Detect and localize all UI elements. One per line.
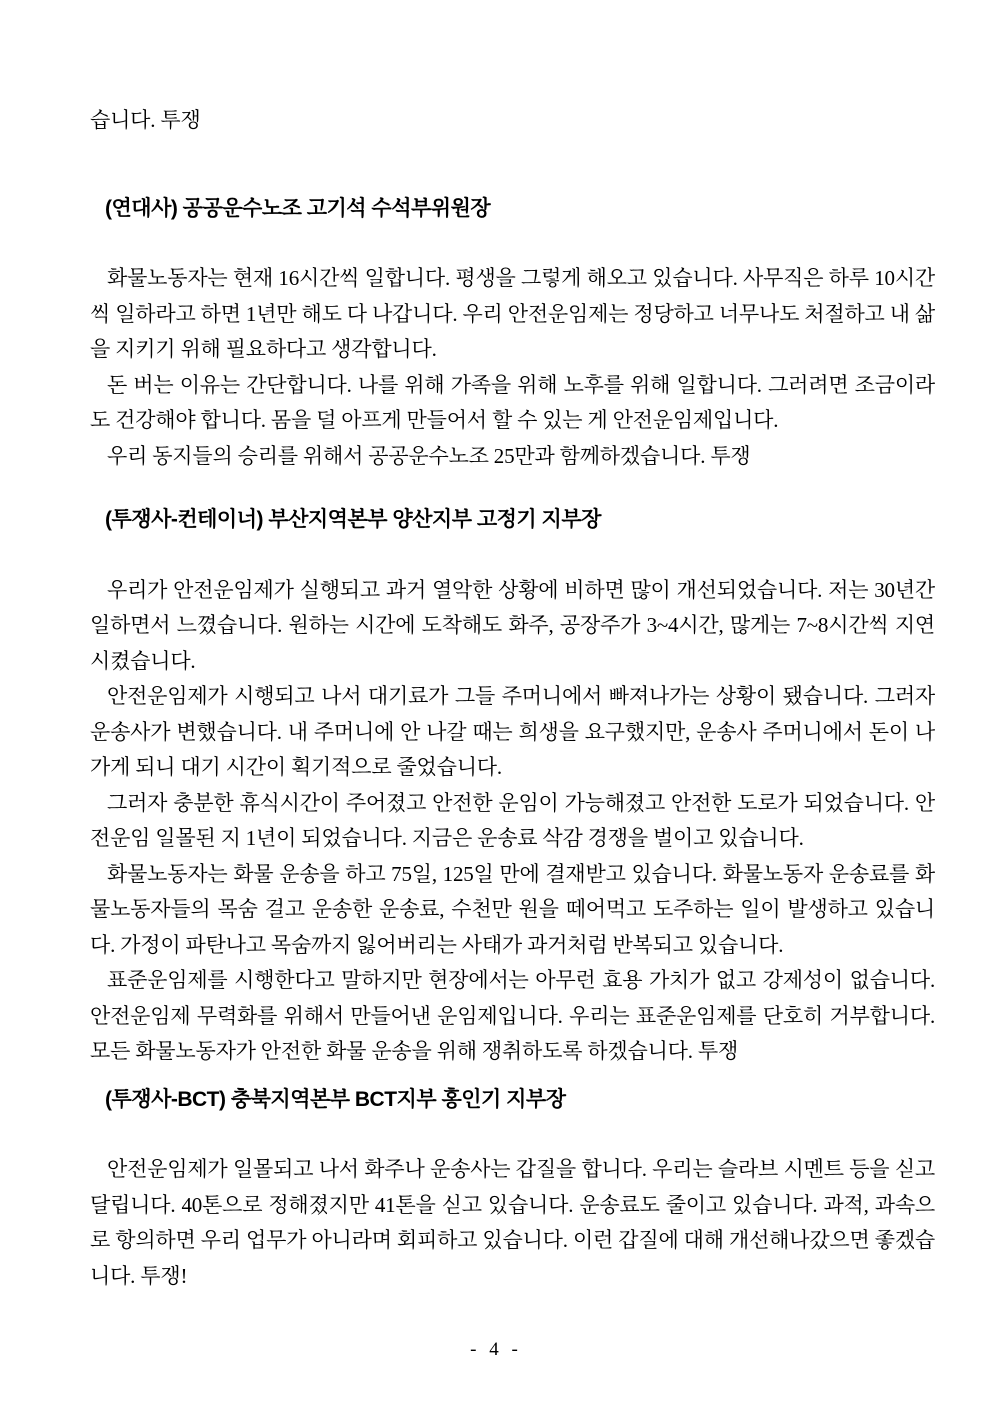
section-heading-container: (투쟁사-컨테이너) 부산지역본부 양산지부 고정기 지부장 xyxy=(105,508,601,531)
paragraph: 화물노동자는 화물 운송을 하고 75일, 125일 만에 결재받고 있습니다. 화물노동자 운송료를 화물노동자들의 목숨 걸고 운송한 운송료, 수천만 원을 떼어먹고 도주하는 일이 발생하고 있습니다. 가정이 파탄나고 목숨까지 잃어버리는 사태가 과거처럼 반복되고 있습니다. xyxy=(90,861,935,957)
paragraph: 우리 동지들의 승리를 위해서 공공운수노조 25만과 함께하겠습니다. 투쟁 xyxy=(107,443,751,468)
paragraph: 돈 버는 이유는 간단합니다. 나를 위해 가족을 위해 노후를 위해 일합니다. 그러려면 조금이라도 건강해야 합니다. 몸을 덜 아프게 만들어서 할 수 있는 게 안전운임제입니다. xyxy=(90,372,935,432)
paragraph: 우리가 안전운임제가 실행되고 과거 열악한 상황에 비하면 많이 개선되었습니다. 저는 30년간 일하면서 느꼈습니다. 원하는 시간에 도착해도 화주, 공장주가 3~4시간, 많게는 7~8시간씩 지연시켰습니다. xyxy=(90,577,935,673)
page-number: - 4 - xyxy=(470,1339,522,1360)
paragraph: 표준운임제를 시행한다고 말하지만 현장에서는 아무런 효용 가치가 없고 강제성이 없습니다. 안전운임제 무력화를 위해서 만들어낸 운임제입니다. 우리는 표준운임제를 단호히 거부합니다. 모든 화물노동자가 안전한 화물 운송을 위해 쟁취하도록 하겠습니다. 투쟁 xyxy=(90,968,935,1063)
paragraph: 안전운임제가 일몰되고 나서 화주나 운송사는 갑질을 합니다. 우리는 슬라브 시멘트 등을 싣고 달립니다. 40톤으로 정해졌지만 41톤을 싣고 있습니다. 운송료도 줄이고 있습니다. 과적, 과속으로 항의하면 우리 업무가 아니라며 회피하고 있습니다. 이런 갑질에 대해 개선해나갔으면 좋겠습니다. 투쟁! xyxy=(90,1157,935,1288)
section-heading-bct: (투쟁사-BCT) 충북지역본부 BCT지부 홍인기 지부장 xyxy=(105,1087,566,1111)
section-heading-yeondaesa: (연대사) 공공운수노조 고기석 수석부위원장 xyxy=(105,196,491,220)
paragraph: 화물노동자는 현재 16시간씩 일합니다. 평생을 그렇게 해오고 있습니다. 사무직은 하루 10시간씩 일하라고 하면 1년만 해도 다 나갑니다. 우리 안전운임제는 정당하고 너무나도 처절하고 내 삶을 지키기 위해 필요하다고 생각합니다. xyxy=(90,266,935,361)
paragraph: 그러자 충분한 휴식시간이 주어졌고 안전한 운임이 가능해졌고 안전한 도로가 되었습니다. 안전운임 일몰된 지 1년이 되었습니다. 지금은 운송료 삭감 경쟁을 벌이고 있습니다. xyxy=(90,790,935,850)
paragraph-continuation: 습니다. 투쟁 xyxy=(90,108,201,132)
paragraph: 안전운임제가 시행되고 나서 대기료가 그들 주머니에서 빠져나가는 상황이 됐습니다. 그러자 운송사가 변했습니다. 내 주머니에 안 나갈 때는 희생을 요구했지만, 운송사 주머니에서 돈이 나가게 되니 대기 시간이 획기적으로 줄었습니다. xyxy=(90,684,935,779)
